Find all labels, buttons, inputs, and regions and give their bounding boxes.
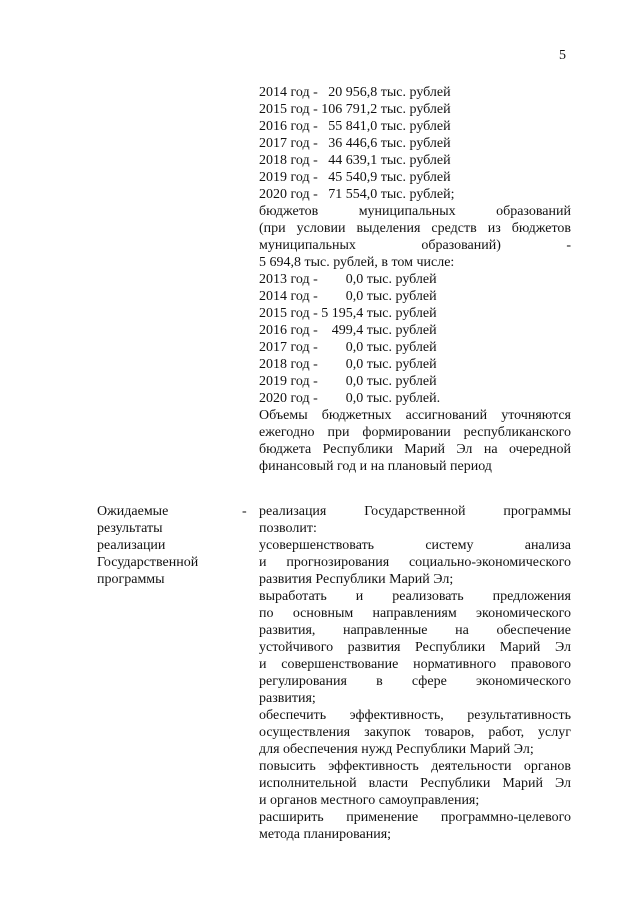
results-intro-line: реализация Государственной программы: [259, 504, 571, 519]
result-item-line: метода планирования;: [259, 827, 392, 842]
results-label-line: программы: [97, 572, 165, 587]
result-item-line: и совершенствование нормативного правового: [259, 657, 571, 672]
municipal-line: 2018 год - 0,0 тыс. рублей: [259, 357, 437, 372]
result-item-line: расширить применение программно-целевого: [259, 810, 571, 825]
results-label-line: Государственной: [97, 555, 199, 570]
allocations-note-line: финансовый год и на плановый период: [259, 459, 492, 474]
municipal-line: 2015 год - 5 195,4 тыс. рублей: [259, 306, 437, 321]
result-item-line: развития, направленные на обеспечение: [259, 623, 571, 638]
result-item-line: развития;: [259, 691, 316, 706]
municipal-line: 2020 год - 0,0 тыс. рублей.: [259, 391, 441, 406]
municipal-budget-total: 5 694,8 тыс. рублей, в том числе:: [259, 255, 455, 270]
municipal-line: 2014 год - 0,0 тыс. рублей: [259, 289, 437, 304]
municipal-budget-line: бюджетов муниципальных образований: [259, 204, 571, 219]
municipal-budget-line: (при условии выделения средств из бюджетов: [259, 221, 571, 236]
municipal-line: 2013 год - 0,0 тыс. рублей: [259, 272, 437, 287]
funding-section: [259, 84, 571, 475]
result-item-line: и прогнозирования социально-экономического: [259, 555, 571, 570]
results-label-line: реализации: [97, 538, 166, 553]
result-item-line: выработать и реализовать предложения: [259, 589, 571, 604]
result-item-line: исполнительной власти Республики Марий Эл: [259, 776, 571, 791]
result-item-line: устойчивого развития Республики Марий Эл: [259, 640, 571, 655]
results-section: [259, 503, 571, 843]
result-item-line: развития Республики Марий Эл;: [259, 572, 454, 587]
funding-line: 2020 год - 71 554,0 тыс. рублей;: [259, 187, 455, 202]
results-label-line: результаты: [97, 521, 163, 536]
municipal-line: 2017 год - 0,0 тыс. рублей: [259, 340, 437, 355]
allocations-note-line: бюджета Республики Марий Эл на очередной: [259, 442, 571, 457]
funding-line: 2014 год - 20 956,8 тыс. рублей: [259, 85, 451, 100]
result-item-line: регулирования в сфере экономического: [259, 674, 571, 689]
page-number: 5: [559, 48, 566, 63]
results-dash: -: [242, 504, 247, 519]
funding-line: 2016 год - 55 841,0 тыс. рублей: [259, 119, 451, 134]
allocations-note-line: Объемы бюджетных ассигнований уточняются: [259, 408, 571, 423]
funding-line: 2015 год - 106 791,2 тыс. рублей: [259, 102, 451, 117]
results-label-line: Ожидаемые: [97, 504, 169, 519]
allocations-note-line: ежегодно при формировании республиканского: [259, 425, 571, 440]
funding-line: 2019 год - 45 540,9 тыс. рублей: [259, 170, 451, 185]
funding-line: 2017 год - 36 446,6 тыс. рублей: [259, 136, 451, 151]
municipal-line: 2016 год - 499,4 тыс. рублей: [259, 323, 437, 338]
result-item-line: обеспечить эффективность, результативность: [259, 708, 571, 723]
funding-line: 2018 год - 44 639,1 тыс. рублей: [259, 153, 451, 168]
result-item-line: для обеспечения нужд Республики Марий Эл;: [259, 742, 534, 757]
results-label: [97, 503, 237, 588]
municipal-budget-line: муниципальных образований) -: [259, 238, 571, 253]
result-item-line: по основным направлениям экономического: [259, 606, 571, 621]
result-item-line: осуществления закупок товаров, работ, услуг: [259, 725, 571, 740]
result-item-line: повысить эффективность деятельности органов: [259, 759, 571, 774]
municipal-line: 2019 год - 0,0 тыс. рублей: [259, 374, 437, 389]
result-item-line: и органов местного самоуправления;: [259, 793, 480, 808]
results-intro-line: позволит:: [259, 521, 317, 536]
result-item-line: усовершенствовать систему анализа: [259, 538, 571, 553]
